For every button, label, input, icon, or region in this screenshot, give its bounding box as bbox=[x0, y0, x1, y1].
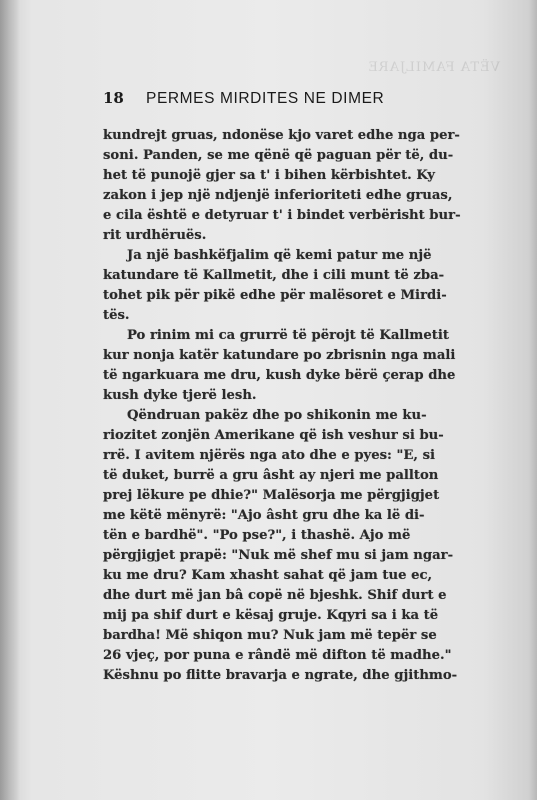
text-line: zakon i jep një ndjenjë inferioriteti edhe gruas, bbox=[103, 188, 453, 203]
text-line: 26 vjeç, por puna e rândë më difton të madhe." bbox=[103, 648, 452, 663]
text-line: përgjigjet prapë: "Nuk më shef mu si jam ngar- bbox=[103, 548, 454, 563]
text-line: tën e bardhë". "Po pse?", i thashë. Ajo më bbox=[103, 528, 411, 543]
text-line: rrë. I avitem njërës nga ato dhe e pyes: "E, si bbox=[103, 448, 436, 463]
text-line: riozitet zonjën Amerikane që ish veshur si bu- bbox=[103, 428, 444, 443]
text-line: Po rinim mi ca grurrë të përojt të Kallmetit bbox=[127, 328, 449, 343]
text-line: het të punojë gjer sa t' i bihen kërbishtet. Ky bbox=[103, 168, 435, 183]
spine-shadow bbox=[0, 0, 20, 800]
text-line: dhe durt më jan bâ copë në bjeshk. Shif durt e bbox=[103, 588, 447, 603]
text-line: me këtë mënyrë: "Ajo âsht gru dhe ka lë di- bbox=[103, 508, 425, 523]
text-line: kush dyke tjerë lesh. bbox=[103, 388, 257, 403]
body-text bbox=[103, 126, 511, 686]
text-line: katundare të Kallmetit, dhe i cili munt të zba- bbox=[103, 268, 445, 283]
page-number: 18 bbox=[103, 89, 124, 107]
text-line: Ja një bashkëfjalim që kemi patur me një bbox=[127, 248, 432, 263]
text-line: tohet pik për pikë edhe për malësoret e Mirdi- bbox=[103, 288, 447, 303]
text-line: bardha! Më shiqon mu? Nuk jam më tepër se bbox=[103, 628, 437, 643]
text-line: të duket, burrë a gru âsht ay njeri me pallton bbox=[103, 468, 439, 483]
page-header bbox=[103, 89, 463, 108]
text-line: mij pa shif durt e kësaj gruje. Kqyri sa i ka të bbox=[103, 608, 439, 623]
text-line: kur nonja katër katundare po zbrisnin nga mali bbox=[103, 348, 456, 363]
text-line: Qëndruan pakëz dhe po shikonin me ku- bbox=[127, 408, 427, 423]
text-line: e cila është e detyruar t' i bindet verbërisht bur- bbox=[103, 208, 461, 223]
text-line: kundrejt gruas, ndonëse kjo varet edhe nga per- bbox=[103, 128, 460, 143]
text-line: prej lëkure pe dhie?" Malësorja me përgjigjet bbox=[103, 488, 440, 503]
text-line: soni. Panden, se me qënë që paguan për të, du- bbox=[103, 148, 454, 163]
text-line: rit urdhëruës. bbox=[103, 228, 207, 243]
text-line: Këshnu po flitte bravarja e ngrate, dhe gjithmo- bbox=[103, 668, 458, 683]
text-line: tës. bbox=[103, 308, 130, 323]
bleed-through-text: VËTA FAMILJARE bbox=[367, 60, 500, 75]
text-line: ku me dru? Kam xhasht sahat që jam tue ec, bbox=[103, 568, 433, 583]
page-edge bbox=[529, 0, 537, 800]
text-line: të ngarkuara me dru, kush dyke bërë çerap dhe bbox=[103, 368, 456, 383]
running-title: PERMES MIRDITES NE DIMER bbox=[146, 90, 385, 107]
